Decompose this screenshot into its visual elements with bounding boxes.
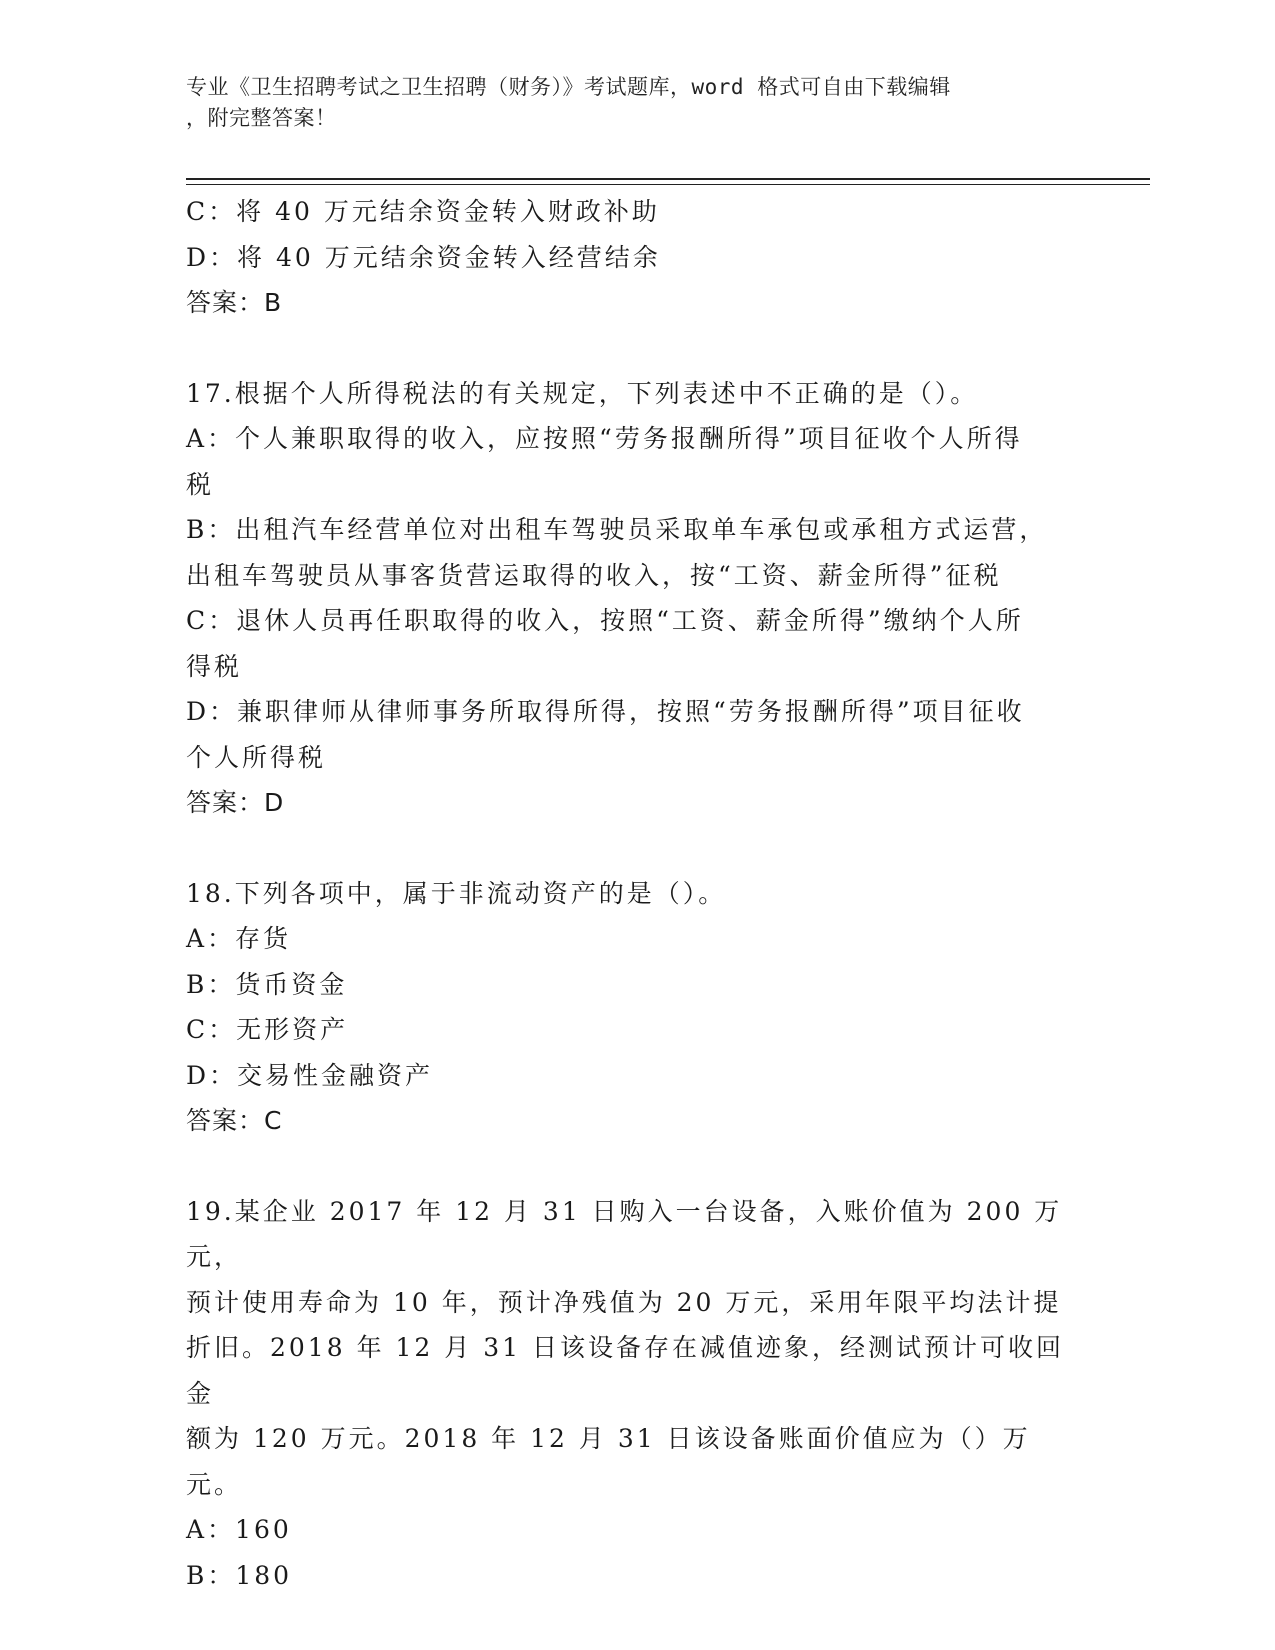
option-b: B：货币资金: [186, 969, 348, 999]
header-line-2: ，附完整答案！: [186, 106, 337, 130]
option-d: D：将 40 万元结余资金转入经营结余: [186, 242, 661, 272]
document-header: [186, 72, 1066, 134]
question-stem-continued: 折旧。2018 年 12 月 31 日该设备存在减值迹象，经测试预计可收回金: [186, 1333, 1064, 1408]
option-a: A：个人兼职取得的收入，应按照“劳务报酬所得”项目征收个人所得: [186, 424, 1023, 453]
option-c: C：无形资产: [186, 1015, 349, 1044]
question-stem-continued: 额为 120 万元。2018 年 12 月 31 日该设备账面价值应为（）万元。: [186, 1424, 1031, 1499]
option-d: D：交易性金融资产: [186, 1060, 434, 1090]
spacer: [186, 826, 1086, 871]
option-c: C：将 40 万元结余资金转入财政补助: [186, 197, 660, 226]
option-c: C：退休人员再任职取得的收入，按照“工资、薪金所得”缴纳个人所: [186, 606, 1024, 635]
answer-line: 答案：B: [186, 288, 283, 317]
answer-line: 答案：D: [186, 788, 285, 817]
option-c-continued: 得税: [186, 651, 243, 681]
question-stem-continued: 预计使用寿命为 10 年，预计净残值为 20 万元，采用年限平均法计提: [186, 1287, 1062, 1317]
option-d-continued: 个人所得税: [186, 742, 327, 772]
question-17: [186, 371, 1086, 826]
option-a: A：存货: [186, 924, 292, 953]
header-divider-thin: [186, 184, 1150, 185]
question-stem: 19.某企业 2017 年 12 月 31 日购入一台设备，入账价值为 200 万元，: [186, 1196, 1063, 1271]
header-line-1: 专业《卫生招聘考试之卫生招聘（财务）》考试题库，word 格式可自由下载编辑: [186, 75, 951, 99]
option-b: B：180: [186, 1560, 293, 1590]
option-d: D：兼职律师从律师事务所取得所得，按照“劳务报酬所得”项目征收: [186, 697, 1025, 726]
answer-line: 答案：C: [186, 1106, 283, 1135]
question-16-tail: [186, 189, 1086, 326]
header-divider-thick: [186, 178, 1150, 180]
spacer: [186, 1144, 1086, 1189]
option-b: B：出租汽车经营单位对出租车驾驶员采取单车承包或承租方式运营，: [186, 515, 1048, 544]
question-stem: 18.下列各项中，属于非流动资产的是（）。: [186, 878, 727, 908]
option-a-continued: 税: [186, 469, 215, 499]
option-b-continued: 出租车驾驶员从事客货营运取得的收入，按“工资、薪金所得”征税: [186, 560, 1002, 590]
spacer: [186, 326, 1086, 371]
option-a: A：160: [186, 1515, 292, 1544]
document-body: [186, 189, 1086, 1598]
question-19: [186, 1189, 1086, 1599]
question-18: [186, 871, 1086, 1144]
question-stem: 17.根据个人所得税法的有关规定，下列表述中不正确的是（）。: [186, 378, 979, 408]
